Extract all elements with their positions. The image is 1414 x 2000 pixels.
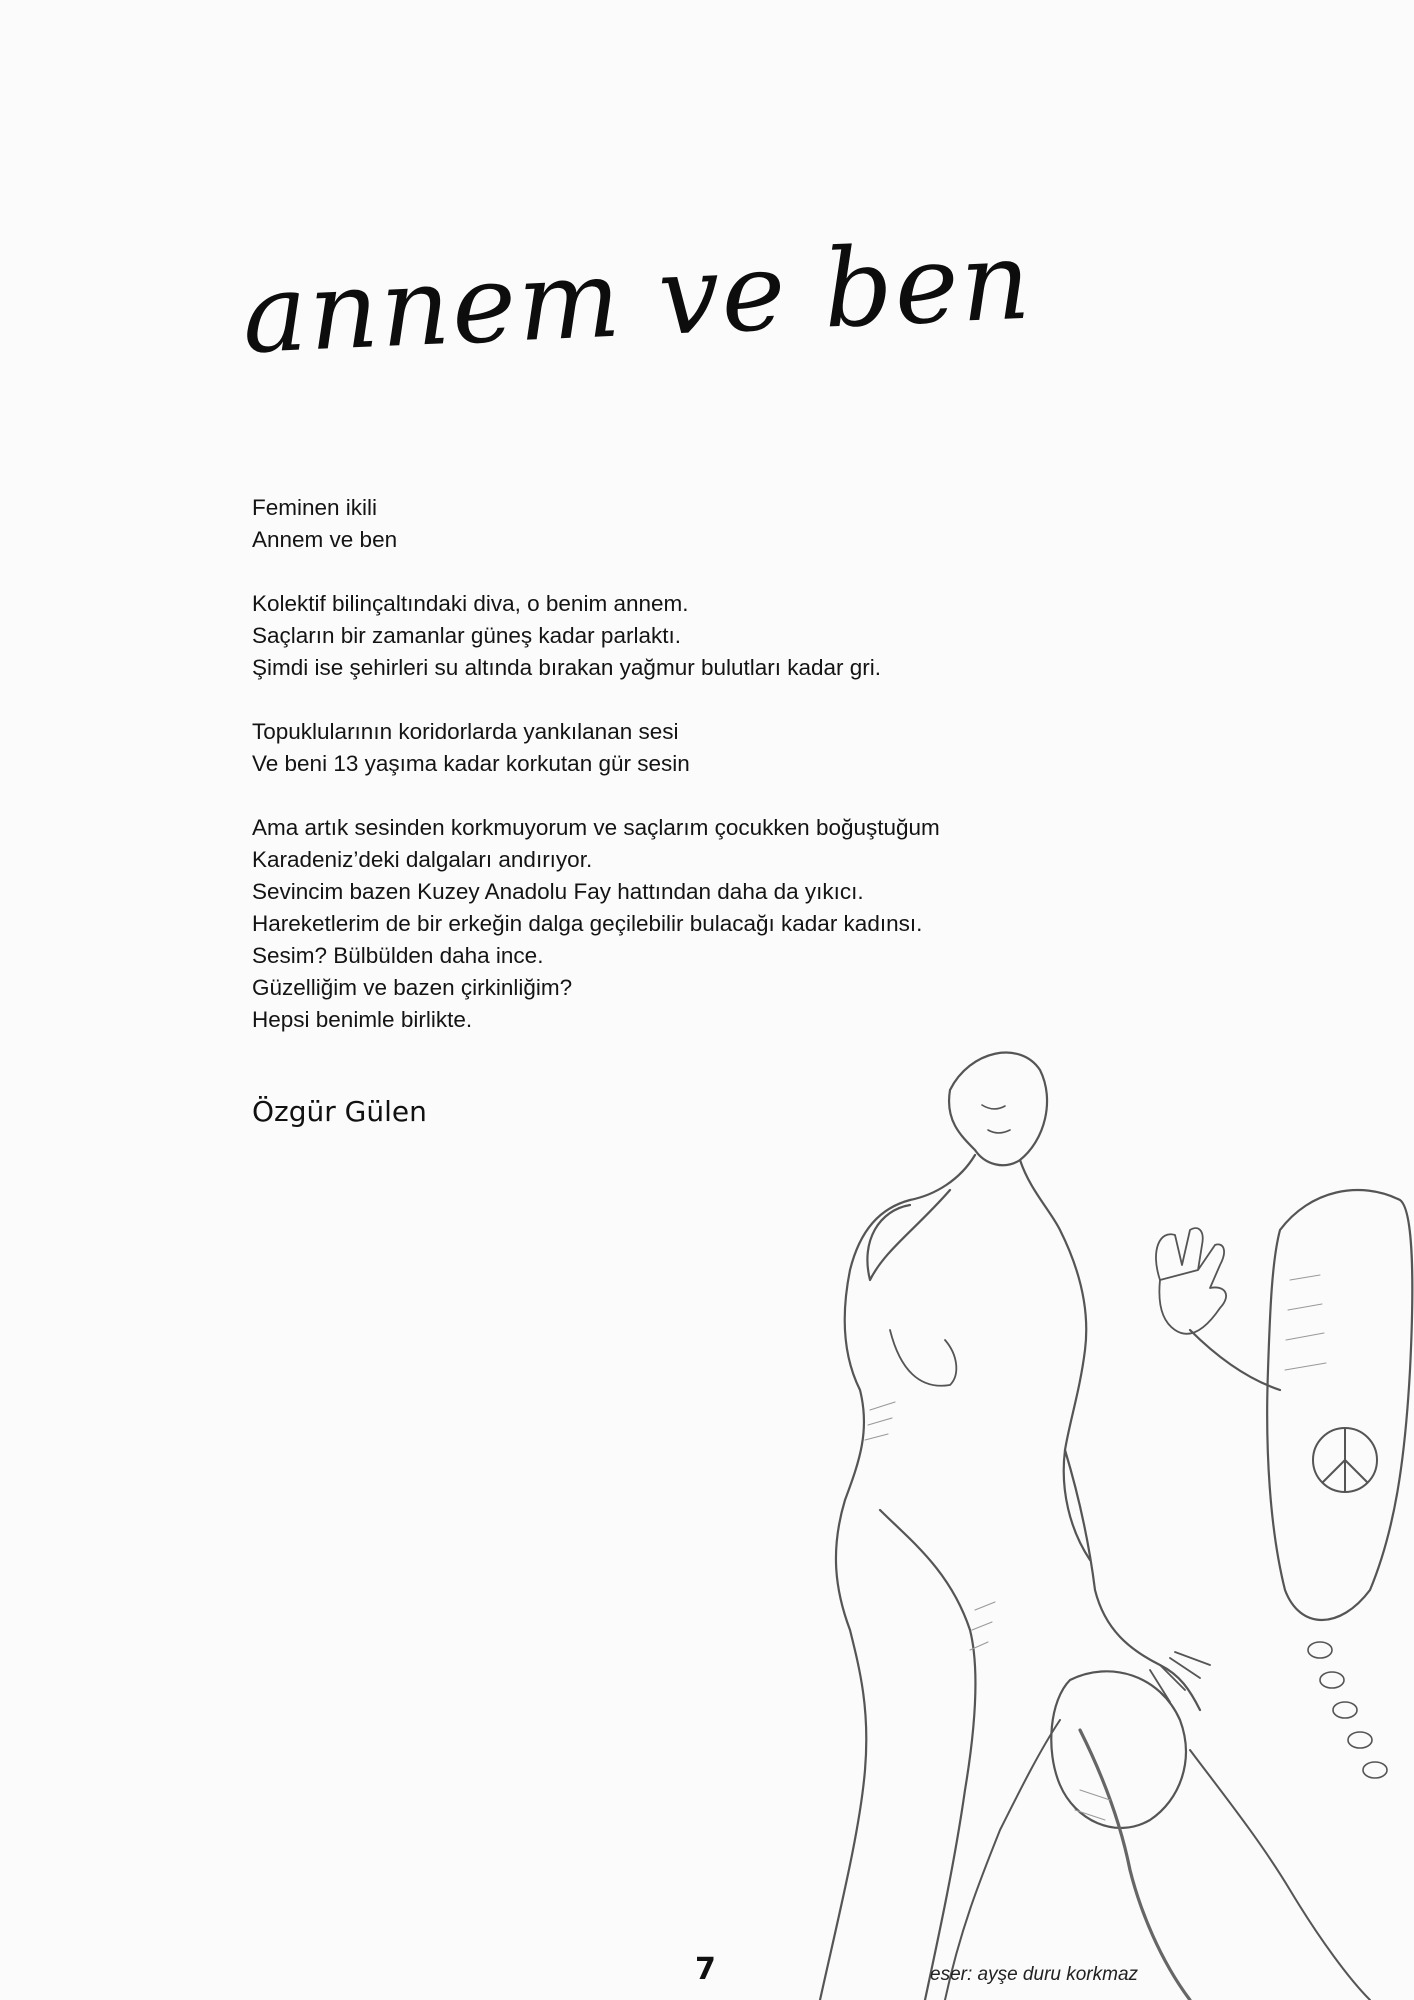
stanza-1 [252, 492, 1072, 556]
stanza-4 [252, 812, 1072, 1036]
author-name: Özgür Gülen [252, 1095, 427, 1128]
pencil-sketch-artwork [720, 1030, 1414, 2000]
poem-line: Feminen ikili [252, 495, 378, 520]
poem-line: Karadeniz’deki dalgaları andırıyor. [252, 847, 593, 872]
right-figure-shield [1267, 1190, 1412, 1620]
poem-line: Güzelliğim ve bazen çirkinliğim? [252, 975, 573, 1000]
poem-line: Ama artık sesinden korkmuyorum ve saçlarım çocukken boğuştuğum [252, 815, 940, 840]
stanza-2 [252, 588, 1072, 684]
poem-line: Annem ve ben [252, 527, 398, 552]
chain-links [1308, 1642, 1387, 1778]
poem-line: Kolektif bilinçaltındaki diva, o benim annem. [252, 591, 689, 616]
artwork-credit: eser: ayşe duru korkmaz [930, 1964, 1139, 1985]
raised-hand [1156, 1228, 1226, 1334]
poem-line: Saçların bir zamanlar güneş kadar parlaktı. [252, 623, 681, 648]
poem-body [252, 492, 1072, 1068]
poem-line: Sesim? Bülbülden daha ince. [252, 943, 544, 968]
poem-line: Topuklularının koridorlarda yankılanan sesi [252, 719, 679, 744]
poem-line: Sevincim bazen Kuzey Anadolu Fay hattından daha da yıkıcı. [252, 879, 864, 904]
poem-title: annem ve ben [239, 218, 1035, 378]
poem-line: Şimdi ise şehirleri su altında bırakan yağmur bulutları kadar gri. [252, 655, 882, 680]
poem-line: Hareketlerim de bir erkeğin dalga geçilebilir bulacağı kadar kadınsı. [252, 911, 923, 936]
poem-line: Hepsi benimle birlikte. [252, 1007, 473, 1032]
stanza-3 [252, 716, 1072, 780]
page-number: 7 [695, 1952, 716, 1987]
poem-line: Ve beni 13 yaşıma kadar korkutan gür sesin [252, 751, 690, 776]
